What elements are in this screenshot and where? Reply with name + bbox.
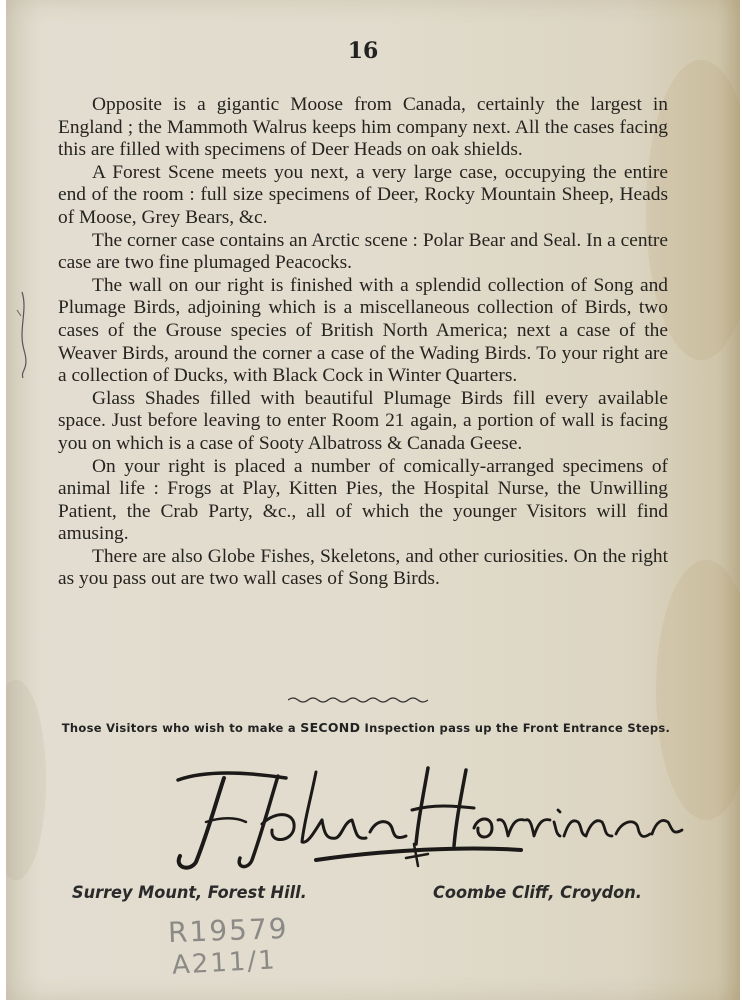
paragraph: Opposite is a gigantic Moose from Canada, certainly the largest in England ; the Mammoth Walrus keeps him company next. All the cases facing this are filled with specimens of Deer Heads on oak shields. [58,94,668,161]
pencil-accession-number: A211/1 [171,945,278,981]
address-coombe-cliff: Coombe Cliff, Croydon. [433,883,642,903]
paragraph: A Forest Scene meets you next, a very large case, occupying the entire end of the room : full size specimens of Deer, Rocky Mountain Sheep, Heads of Moose, Grey Bears, &c. [58,161,668,228]
signature [166,762,696,877]
booklet-page [6,0,740,1000]
address-surrey-mount: Surrey Mount, Forest Hill. [72,883,307,903]
paragraph: The wall on our right is finished with a splendid collection of Song and Plumage Birds, adjoining which is a miscellaneous collection of Birds, two cases of the Grouse species of British North America; next a case of the Weaver Birds, around the corner a case of the Wading Birds. To your right are a collection of Ducks, with Black Cock in Winter Quarters. [58,274,668,387]
paragraph: On your right is placed a number of comically-arranged specimens of animal life : Frogs at Play, Kitten Pies, the Hospital Nurse, the Unwilling Patient, the Crab Party, &c., all of which the younger Visitors will find amusing. [58,455,668,545]
notice-emphasis: SECOND [300,720,361,735]
paragraph: Glass Shades filled with beautiful Plumage Birds fill every available space. Just before leaving to enter Room 21 again, a portion of wall is facing you on which is a case of Sooty Albatross & Canada Geese. [58,387,668,454]
paragraph: There are also Globe Fishes, Skeletons, and other curiosities. On the right as you pass out are two wall cases of Song Birds. [58,545,668,590]
margin-mark [14,290,34,380]
notice-text: Those Visitors who wish to make a [61,721,301,735]
paragraph: The corner case contains an Arctic scene : Polar Bear and Seal. In a centre case are two fine plumaged Peacocks. [58,229,668,274]
page-number: 16 [347,38,379,64]
body-text [58,94,668,591]
paper-stain [6,680,46,880]
notice-text: Inspection pass up the Front Entrance Steps. [360,721,671,735]
visitor-notice [46,719,686,737]
ornamental-divider [288,694,428,704]
pencil-reference-number: R19579 [167,911,290,950]
